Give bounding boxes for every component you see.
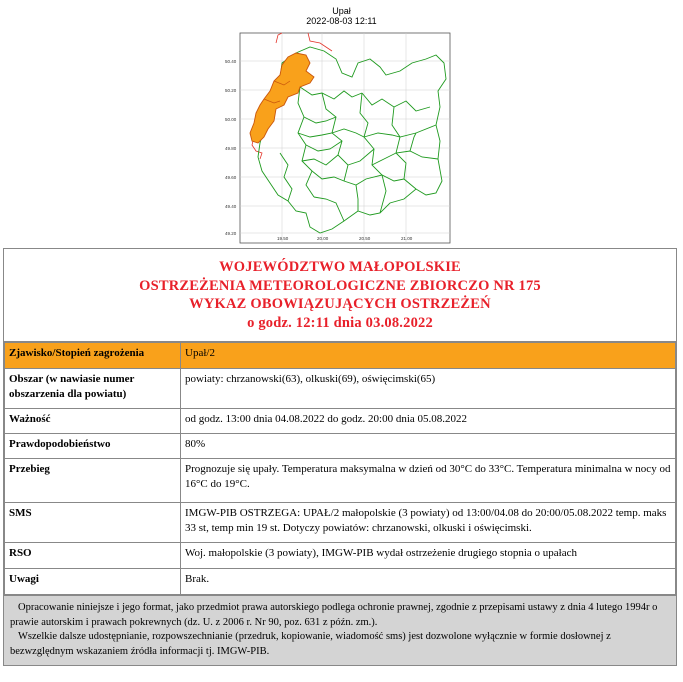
- row-value: powiaty: chrzanowski(63), olkuski(69), oświęcimski(65): [181, 369, 676, 409]
- ytick-label: 49.40: [225, 204, 237, 209]
- table-row: [5, 459, 676, 503]
- warning-bulletin-title: OSTRZEŻENIA METEOROLOGICZNE ZBIORCZO NR 175: [139, 277, 541, 294]
- row-label: RSO: [5, 543, 181, 569]
- report-header: [4, 249, 676, 342]
- warning-map: [225, 33, 450, 243]
- ytick-label: 49.20: [225, 231, 237, 236]
- map-title: Upał: [332, 6, 351, 16]
- ytick-label: 49.60: [225, 175, 237, 180]
- row-label: Obszar (w nawiasie numer obszarzenia dla powiatu): [5, 369, 181, 409]
- row-value: IMGW-PIB OSTRZEGA: UPAŁ/2 małopolskie (3 powiaty) od 13:00/04.08 do 20:00/05.08.2022 temp. maks 33 st, temp min 19 st. Dotyczy powiatów: chrzanowski, olkuski i oświęcimski.: [181, 503, 676, 543]
- row-label: Uwagi: [5, 569, 181, 595]
- row-value: Brak.: [181, 569, 676, 595]
- row-value: Upał/2: [181, 343, 676, 369]
- table-row: [5, 543, 676, 569]
- table-row: [5, 409, 676, 434]
- redistribution-notice: Wszelkie dalsze udostępnianie, rozpowszechnianie (przedruk, kopiowanie, wiadomość sms) jest dozwolone wyłącznie w formie dosłownej z bezwzględnym wskazaniem źródła informacji tj. IMGW-PIB.: [10, 631, 611, 657]
- xtick-label: 20.50: [359, 236, 371, 241]
- xtick-label: 20.00: [317, 236, 329, 241]
- row-label: Zjawisko/Stopień zagrożenia: [5, 343, 181, 369]
- ytick-label: 50.20: [225, 88, 237, 93]
- copyright-notice: Opracowanie niniejsze i jego format, jako przedmiot prawa autorskiego podlega ochronie prawnej, zgodnie z przepisami ustawy z dnia 4 lutego 1994r o prawie autorskim i prawach pokrewnych (dz. U. z 2006 r. Nr 90, poz. 631 z późn. zm.).: [10, 602, 658, 628]
- xtick-label: 21.00: [401, 236, 413, 241]
- row-value: Prognozuje się upały. Temperatura maksymalna w dzień od 30°C do 33°C. Temperatura minimalna w nocy od 16°C do 19°C.: [181, 459, 676, 503]
- map-frame: [240, 33, 450, 243]
- map-datetime: 2022-08-03 12:11: [306, 16, 377, 26]
- ytick-label: 50.00: [225, 117, 237, 122]
- warning-report: [3, 248, 677, 666]
- row-value: 80%: [181, 434, 676, 459]
- row-label: Prawdopodobieństwo: [5, 434, 181, 459]
- row-label: SMS: [5, 503, 181, 543]
- row-value: od godz. 13:00 dnia 04.08.2022 do godz. 20:00 dnia 05.08.2022: [181, 409, 676, 434]
- warning-table: [4, 342, 676, 595]
- issue-time: o godz. 12:11 dnia 03.08.2022: [247, 314, 433, 331]
- region-title: WOJEWÓDZTWO MAŁOPOLSKIE: [219, 259, 461, 275]
- table-row: [5, 503, 676, 543]
- table-row: [5, 343, 676, 369]
- table-row: [5, 434, 676, 459]
- copyright-footer: [4, 595, 676, 665]
- row-value: Woj. małopolskie (3 powiaty), IMGW-PIB wydał ostrzeżenie drugiego stopnia o upałach: [181, 543, 676, 569]
- xtick-label: 19.50: [277, 236, 289, 241]
- row-label: Przebieg: [5, 459, 181, 503]
- ytick-label: 50.40: [225, 59, 237, 64]
- table-row: [5, 569, 676, 595]
- warning-list-title: WYKAZ OBOWIĄZUJĄCYCH OSTRZEŻEŃ: [189, 296, 491, 312]
- ytick-label: 49.80: [225, 146, 237, 151]
- table-row: [5, 369, 676, 409]
- row-label: Ważność: [5, 409, 181, 434]
